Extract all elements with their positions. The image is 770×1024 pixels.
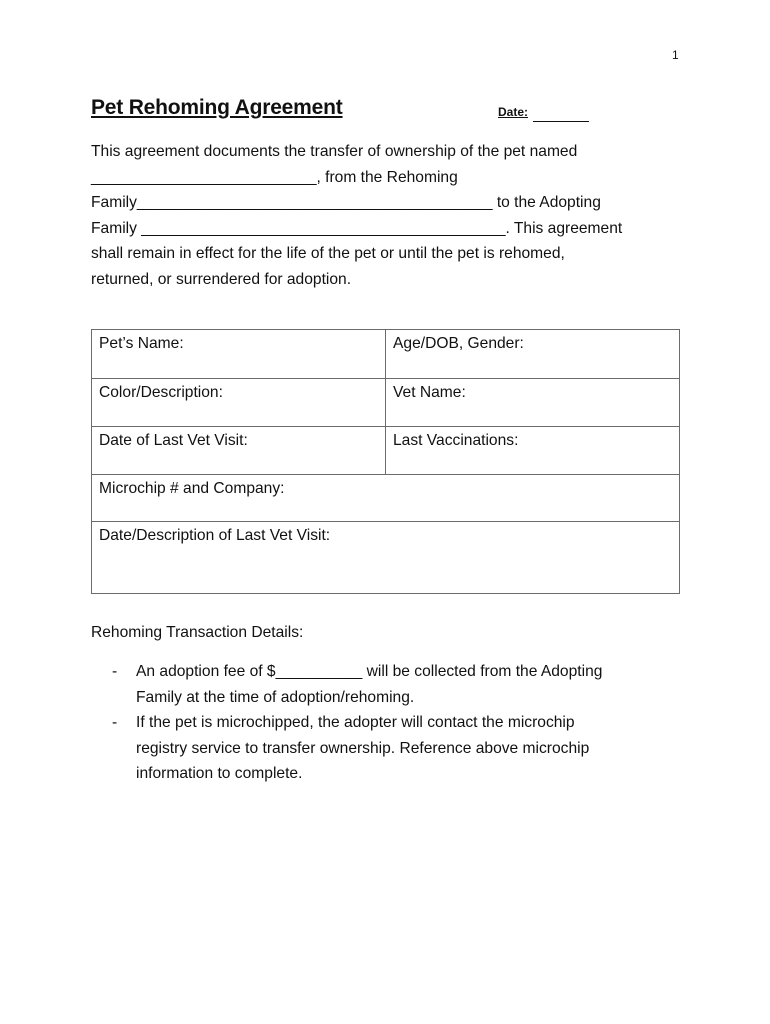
intro-line: Family __________________________________________. This agreement	[91, 219, 623, 237]
bullet-dash: -	[112, 714, 118, 732]
list-item-line: registry service to transfer ownership. Reference above microchip	[136, 739, 590, 757]
document-title: Pet Rehoming Agreement	[91, 96, 343, 119]
table-row	[92, 522, 680, 594]
bullet-dash: -	[112, 663, 118, 680]
intro-line: __________________________, from the Rehoming	[91, 168, 458, 186]
list-item	[112, 659, 682, 710]
table-row	[92, 427, 680, 475]
last-vaccinations-cell[interactable]: Last Vaccinations:	[386, 427, 680, 475]
intro-line: This agreement documents the transfer of ownership of the pet named	[91, 143, 578, 160]
list-item-line: An adoption fee of $__________ will be collected from the Adopting	[136, 663, 603, 680]
intro-line: shall remain in effect for the life of the pet or until the pet is rehomed,	[91, 245, 565, 263]
last-vet-visit-description-cell[interactable]: Date/Description of Last Vet Visit:	[92, 522, 680, 594]
vet-name-cell[interactable]: Vet Name:	[386, 379, 680, 427]
age-dob-gender-cell[interactable]: Age/DOB, Gender:	[386, 330, 680, 379]
list-item-line: Family at the time of adoption/rehoming.	[136, 688, 415, 706]
table-row	[92, 379, 680, 427]
table-row	[92, 330, 680, 379]
microchip-company-cell[interactable]: Microchip # and Company:	[92, 475, 680, 522]
pets-name-cell[interactable]: Pet’s Name:	[92, 330, 386, 379]
date-last-vet-visit-cell[interactable]: Date of Last Vet Visit:	[92, 427, 386, 475]
transaction-details-heading: Rehoming Transaction Details:	[91, 624, 304, 641]
pet-info-table	[91, 329, 680, 594]
list-item-line: If the pet is microchipped, the adopter will contact the microchip	[136, 714, 575, 732]
date-blank-line[interactable]	[533, 121, 589, 122]
table-row	[92, 475, 680, 522]
list-item-line: information to complete.	[136, 765, 303, 783]
intro-line: returned, or surrendered for adoption.	[91, 270, 352, 288]
intro-line: Family_________________________________________ to the Adopting	[91, 194, 601, 212]
date-label: Date:	[498, 105, 529, 119]
intro-paragraph	[91, 139, 681, 293]
color-description-cell[interactable]: Color/Description:	[92, 379, 386, 427]
transaction-details-list	[112, 659, 682, 787]
list-item	[112, 710, 682, 787]
page-number: 1	[672, 48, 679, 62]
